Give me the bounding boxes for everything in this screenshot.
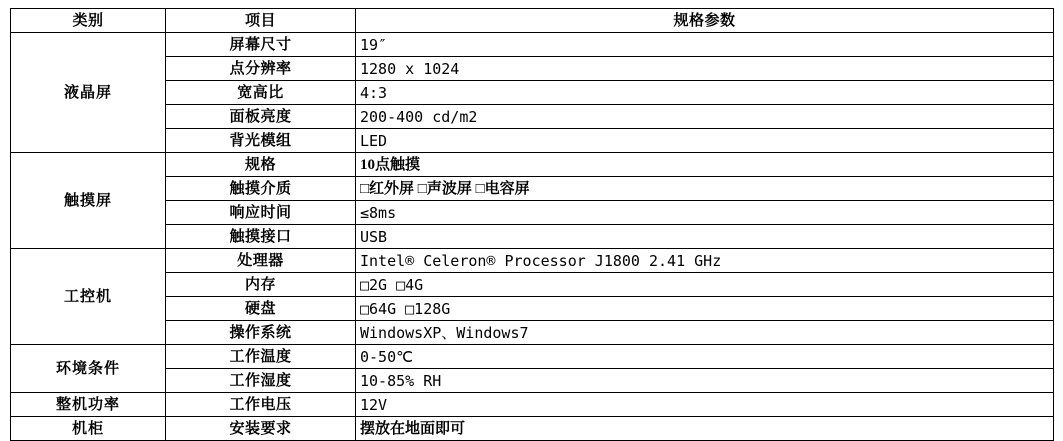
column-header: 项目 (166, 9, 356, 33)
table-row (11, 393, 1054, 417)
value-cell: 19″ (356, 33, 1054, 57)
value-cell: 摆放在地面即可 (356, 417, 1054, 441)
item-cell: 屏幕尺寸 (166, 33, 356, 57)
item-cell: 硬盘 (166, 297, 356, 321)
table-row (11, 81, 1054, 105)
value-cell: WindowsXP、Windows7 (356, 321, 1054, 345)
item-cell: 工作湿度 (166, 369, 356, 393)
item-cell: 宽高比 (166, 81, 356, 105)
table-row (11, 249, 1054, 273)
value-cell: USB (356, 225, 1054, 249)
value-cell: Intel® Celeron® Processor J1800 2.41 GHz (356, 249, 1054, 273)
item-cell: 规格 (166, 153, 356, 177)
table-row (11, 201, 1054, 225)
table-row (11, 297, 1054, 321)
specification-table (10, 8, 1054, 441)
category-cell: 液晶屏 (11, 33, 166, 153)
item-cell: 触摸介质 (166, 177, 356, 201)
item-cell: 处理器 (166, 249, 356, 273)
column-header: 规格参数 (356, 9, 1054, 33)
category-cell: 机柜 (11, 417, 166, 441)
item-cell: 操作系统 (166, 321, 356, 345)
table-row (11, 33, 1054, 57)
value-cell: □2G □4G (356, 273, 1054, 297)
table-row (11, 345, 1054, 369)
value-cell: 200-400 cd/m2 (356, 105, 1054, 129)
value-cell: 0-50℃ (356, 345, 1054, 369)
item-cell: 响应时间 (166, 201, 356, 225)
item-cell: 安装要求 (166, 417, 356, 441)
table-row (11, 177, 1054, 201)
table-body (11, 9, 1054, 441)
value-cell: LED (356, 129, 1054, 153)
table-row (11, 417, 1054, 441)
item-cell: 工作温度 (166, 345, 356, 369)
item-cell: 内存 (166, 273, 356, 297)
value-cell: 10-85% RH (356, 369, 1054, 393)
value-cell: 1280 x 1024 (356, 57, 1054, 81)
category-cell: 工控机 (11, 249, 166, 345)
table-row (11, 105, 1054, 129)
value-cell: 4:3 (356, 81, 1054, 105)
value-cell: □红外屏 □声波屏 □电容屏 (356, 177, 1054, 201)
table-row (11, 369, 1054, 393)
table-row (11, 129, 1054, 153)
item-cell: 背光模组 (166, 129, 356, 153)
category-cell: 整机功率 (11, 393, 166, 417)
value-cell: □64G □128G (356, 297, 1054, 321)
category-cell: 环境条件 (11, 345, 166, 393)
item-cell: 面板亮度 (166, 105, 356, 129)
column-header: 类别 (11, 9, 166, 33)
item-cell: 工作电压 (166, 393, 356, 417)
table-row (11, 273, 1054, 297)
value-cell: ≤8ms (356, 201, 1054, 225)
table-row (11, 153, 1054, 177)
table-row (11, 225, 1054, 249)
value-cell: 10点触摸 (356, 153, 1054, 177)
table-row (11, 321, 1054, 345)
table-row (11, 57, 1054, 81)
table-header-row (11, 9, 1054, 33)
item-cell: 点分辨率 (166, 57, 356, 81)
category-cell: 触摸屏 (11, 153, 166, 249)
value-cell: 12V (356, 393, 1054, 417)
item-cell: 触摸接口 (166, 225, 356, 249)
